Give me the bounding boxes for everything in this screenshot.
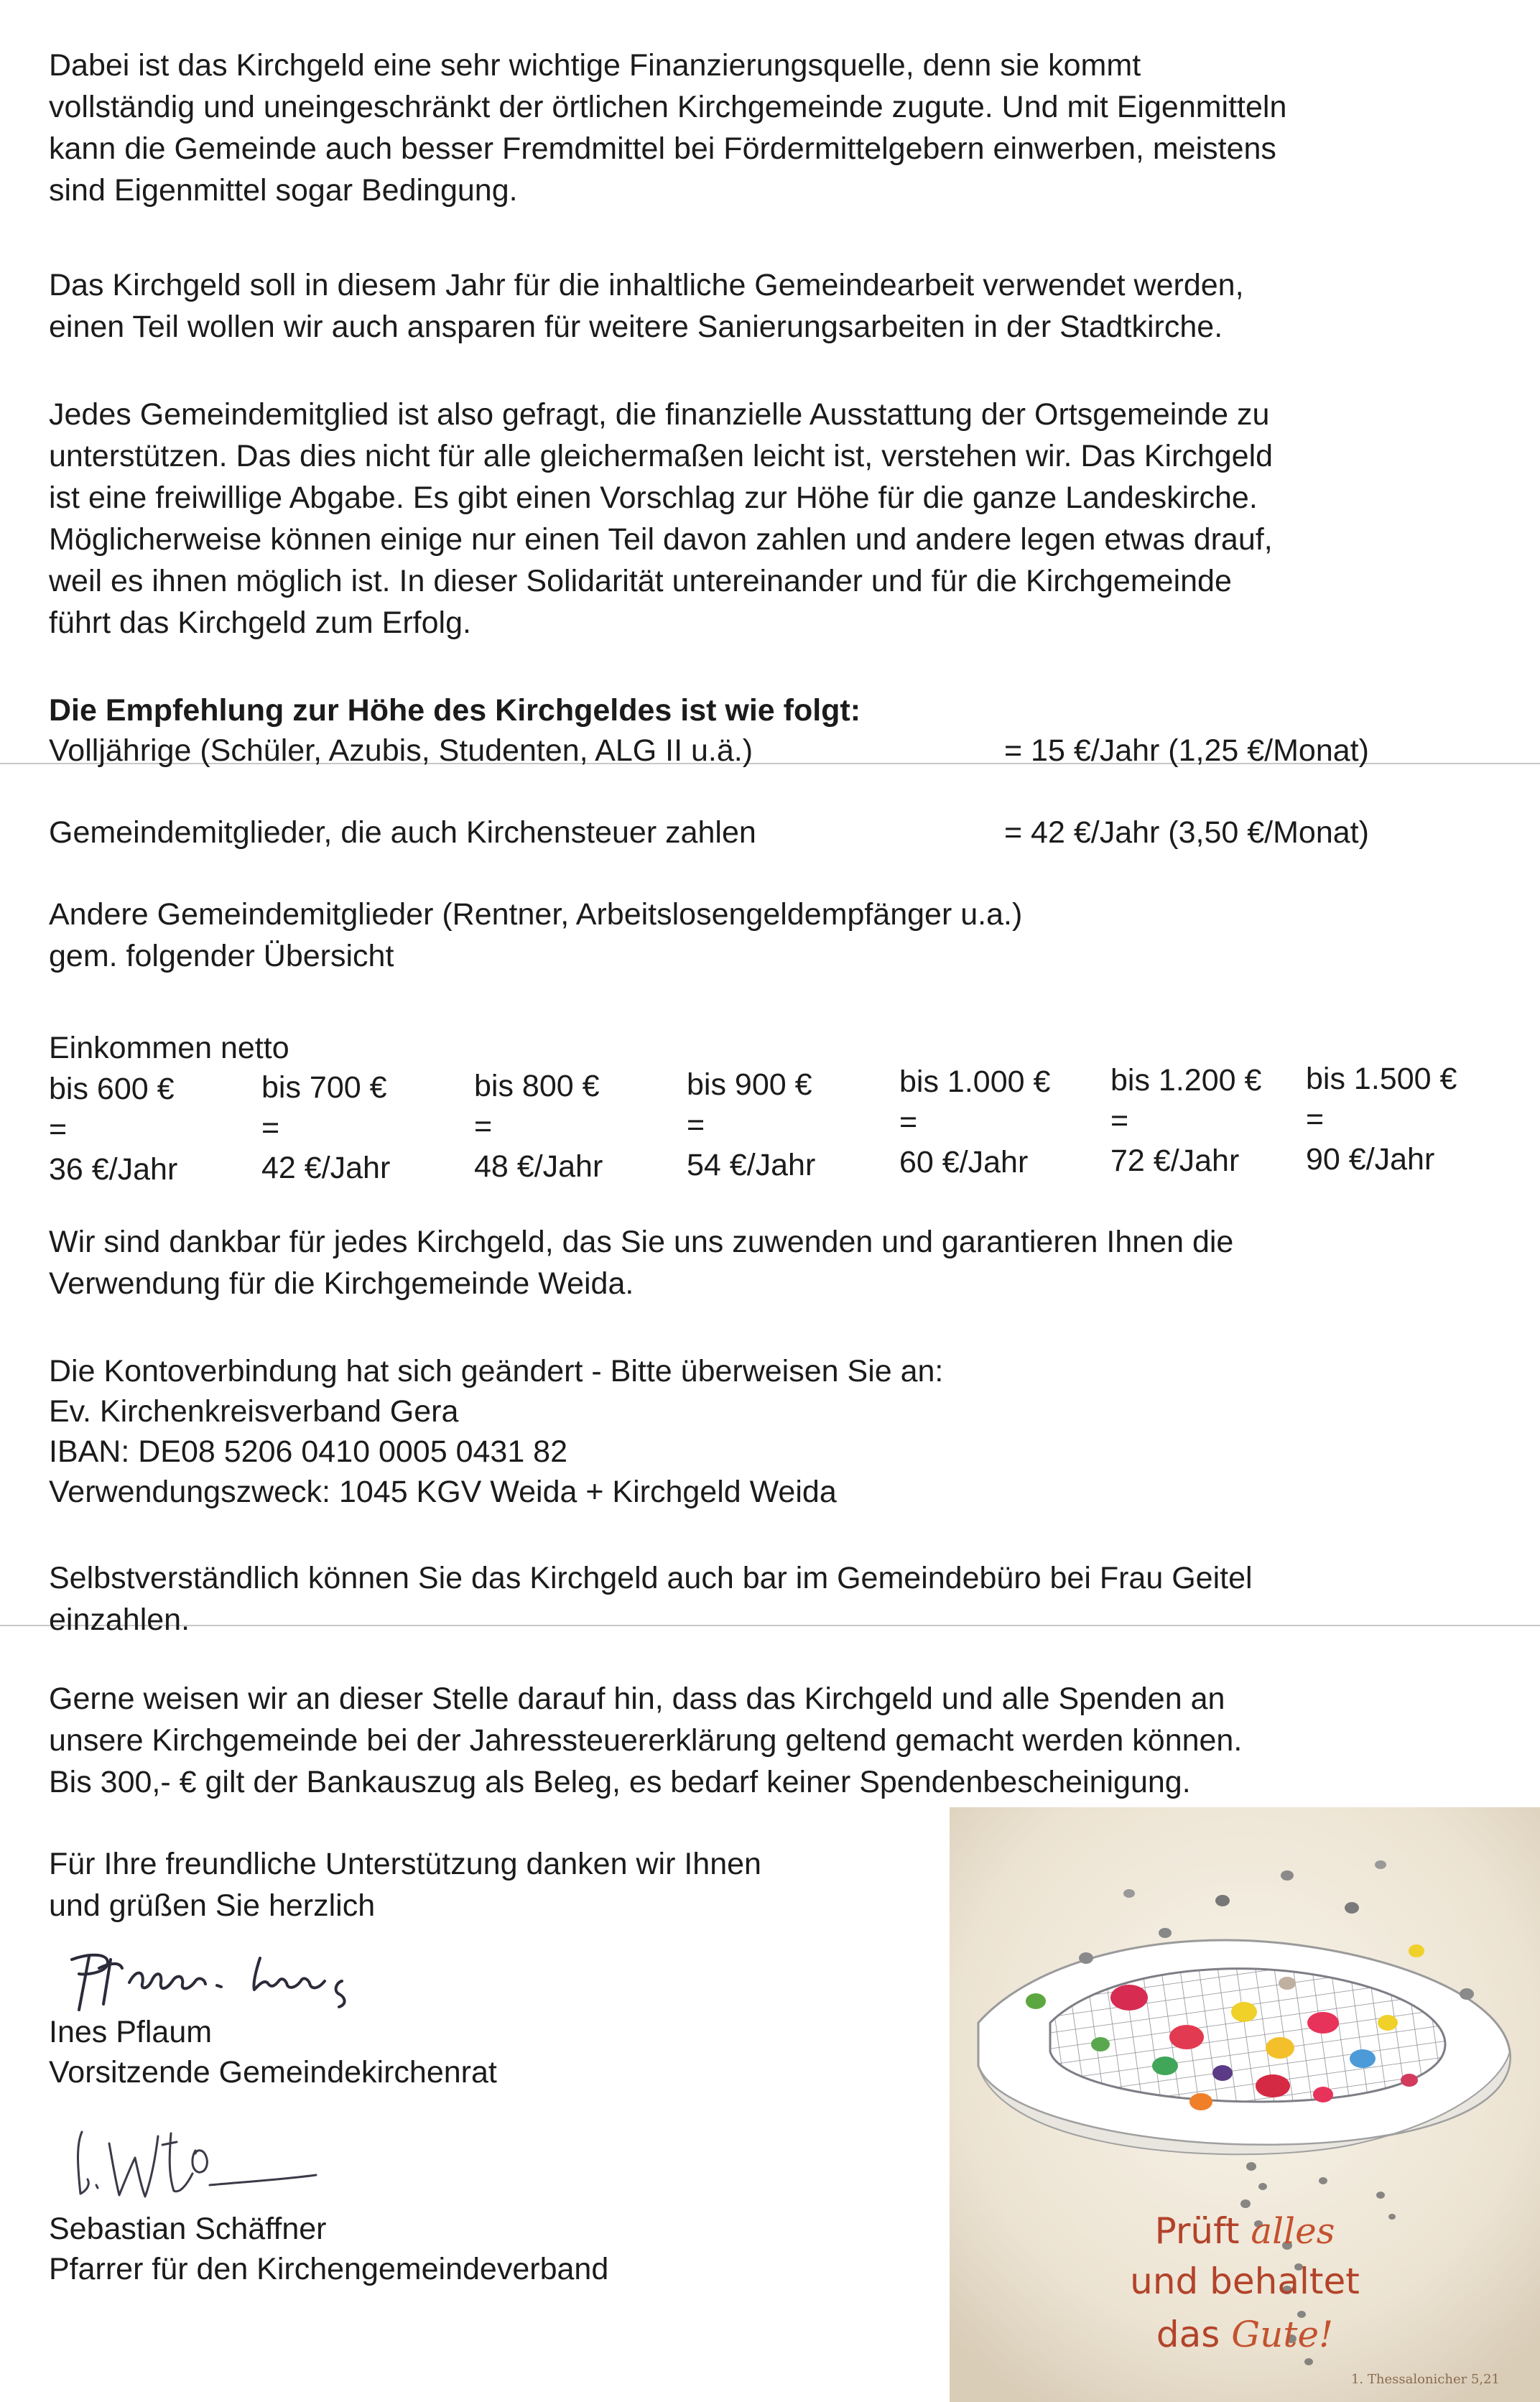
paragraph-text: Das Kirchgeld soll in diesem Jahr für die inhaltliche Gemeindearbeit verwendet werden, einen Teil wollen wir auch ansparen für weitere Sanierungsarbeiten in der Stadtkirche. bbox=[49, 268, 1244, 344]
bracket-limit: bis 900 € bbox=[687, 1067, 812, 1102]
account-intro: Die Kontoverbindung hat sich geändert - Bitte überweisen Sie an: bbox=[49, 1354, 944, 1388]
rate-amount: = 15 €/Jahr (1,25 €/Monat) bbox=[1004, 733, 1369, 768]
income-bracket bbox=[474, 1066, 682, 1187]
verse-line-2: und behaltet bbox=[1130, 2260, 1360, 2302]
bank-account-block bbox=[49, 1350, 943, 1511]
thanks-paragraph: Wir sind dankbar für jedes Kirchgeld, das Sie uns zuwenden und garantieren Ihnen die Verwendung für die Kirchgemeinde Weida. bbox=[49, 1225, 1234, 1301]
verse-word: Prüft bbox=[1154, 2210, 1251, 2252]
bracket-equals: = bbox=[899, 1105, 918, 1139]
bracket-value: 48 €/Jahr bbox=[474, 1149, 603, 1184]
bracket-limit: bis 1.200 € bbox=[1110, 1063, 1262, 1098]
bracket-equals: = bbox=[1306, 1102, 1325, 1136]
account-holder: Ev. Kirchenkreisverband Gera bbox=[49, 1394, 459, 1429]
bracket-equals: = bbox=[474, 1109, 493, 1144]
closing-greeting: Für Ihre freundliche Unterstützung danken wir Ihnen und grüßen Sie herzlich bbox=[49, 1847, 761, 1923]
paragraph-text: Jedes Gemeindemitglied ist also gefragt, die finanzielle Ausstattung der Ortsgemeinde zu unterstützen. Das dies nicht für alle gleichermaßen leicht ist, verstehen wir. Das Kirchgeld ist eine freiwillige Abgabe. Es gibt einen Vorschlag zur Höhe für die ganze Landeskirche. Möglicherweise können einige nur einen Teil davon zahlen und andere legen etwas drauf, weil es ihnen möglich ist. In dieser Solidarität untereinander und für die Kirchgemeinde führt das Kirchgeld zum Erfolg. bbox=[49, 397, 1274, 640]
bracket-equals: = bbox=[261, 1110, 280, 1145]
income-bracket bbox=[899, 1062, 1108, 1182]
bracket-equals: = bbox=[687, 1108, 705, 1142]
verse-line-1 bbox=[950, 2207, 1540, 2255]
verse-citation: 1. Thessalonicher 5,21 bbox=[1350, 2372, 1500, 2387]
bracket-value: 42 €/Jahr bbox=[261, 1151, 391, 1185]
income-heading: Einkommen netto bbox=[49, 1031, 289, 1065]
cash-payment-paragraph: Selbstverständlich können Sie das Kirchgeld auch bar im Gemeindebüro bei Frau Geitel einzahlen. bbox=[49, 1561, 1253, 1637]
bracket-value: 72 €/Jahr bbox=[1110, 1144, 1240, 1178]
signatory-schaeffner bbox=[49, 2208, 608, 2289]
signatory-name: Ines Pflaum bbox=[49, 2015, 213, 2049]
rate-row-adults bbox=[49, 730, 1449, 773]
income-bracket bbox=[687, 1065, 895, 1185]
signatory-role: Vorsitzende Gemeindekirchenrat bbox=[49, 2055, 497, 2090]
paragraph-financing bbox=[49, 45, 1507, 211]
bracket-limit: bis 600 € bbox=[49, 1072, 175, 1106]
verse-word-script: Gute bbox=[1231, 2314, 1319, 2355]
account-iban: IBAN: DE08 5206 0410 0005 0431 82 bbox=[49, 1434, 568, 1469]
rate-label: Gemeindemitglieder, die auch Kirchensteuer zahlen bbox=[49, 815, 756, 850]
signatory-role: Pfarrer für den Kirchengemeindeverband bbox=[49, 2252, 609, 2286]
bracket-limit: bis 1.500 € bbox=[1306, 1062, 1457, 1096]
income-bracket bbox=[1110, 1060, 1319, 1181]
bracket-limit: bis 800 € bbox=[474, 1069, 600, 1103]
bible-verse-card bbox=[950, 1807, 1540, 2402]
recommendation-heading: Die Empfehlung zur Höhe des Kirchgeldes ist wie folgt: bbox=[49, 693, 861, 728]
verse-word-script: alles bbox=[1251, 2210, 1335, 2252]
paragraph-usage bbox=[49, 264, 1507, 348]
verse-line-3 bbox=[950, 2310, 1540, 2359]
rate-amount: = 42 €/Jahr (3,50 €/Monat) bbox=[1004, 815, 1369, 850]
tax-note-paragraph: Gerne weisen wir an dieser Stelle darauf hin, dass das Kirchgeld und alle Spenden an unsere Kirchgemeinde bei der Jahressteuererklärung geltend gemacht werden können. Bis 300,- € gilt der Bankauszug als Beleg, es bedarf keiner Spendenbescheinigung. bbox=[49, 1682, 1243, 1799]
other-members-text: Andere Gemeindemitglieder (Rentner, Arbeitslosengeldempfänger u.a.) gem. folgender Übersicht bbox=[49, 897, 1023, 973]
signatory-pflaum bbox=[49, 2011, 497, 2092]
bracket-equals: = bbox=[49, 1112, 68, 1146]
income-bracket bbox=[49, 1069, 257, 1190]
bracket-limit: bis 700 € bbox=[261, 1070, 387, 1105]
income-bracket bbox=[261, 1067, 470, 1188]
verse-exclamation: ! bbox=[1319, 2314, 1334, 2355]
signature-ines-pflaum bbox=[57, 1939, 374, 2018]
account-reference: Verwendungszweck: 1045 KGV Weida + Kirchgeld Weida bbox=[49, 1475, 837, 1509]
verse-word: das bbox=[1156, 2314, 1232, 2355]
bracket-value: 90 €/Jahr bbox=[1306, 1142, 1435, 1177]
income-bracket bbox=[1306, 1059, 1514, 1179]
bracket-limit: bis 1.000 € bbox=[899, 1065, 1051, 1099]
bracket-value: 36 €/Jahr bbox=[49, 1152, 178, 1187]
paragraph-solidarity bbox=[49, 394, 1507, 644]
bracket-value: 60 €/Jahr bbox=[899, 1145, 1029, 1179]
bracket-value: 54 €/Jahr bbox=[687, 1148, 816, 1182]
signatory-name: Sebastian Schäffner bbox=[49, 2212, 327, 2246]
rate-row-church-tax-payers bbox=[49, 812, 1449, 855]
bracket-equals: = bbox=[1110, 1103, 1129, 1138]
rate-label: Volljährige (Schüler, Azubis, Studenten, ALG II u.ä.) bbox=[49, 733, 753, 768]
signature-sebastian-schaeffner bbox=[69, 2116, 328, 2209]
paragraph-text: Dabei ist das Kirchgeld eine sehr wichtige Finanzierungsquelle, denn sie kommt vollständig und uneingeschränkt der örtlichen Kirchgemeinde zugute. Und mit Eigenmitteln kann die Gemeinde auch besser Fremdmittel bei Fördermittelgebern einwerben, meistens sind Eigenmittel sogar Bedingung. bbox=[49, 48, 1287, 208]
